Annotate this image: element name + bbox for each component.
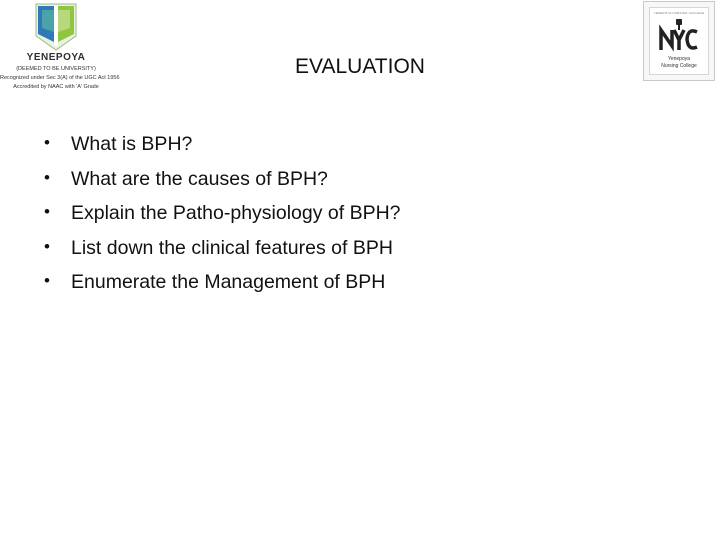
yenepoya-emblem-icon	[32, 2, 80, 52]
nursing-college-subtitle-2: Nursing College	[661, 63, 697, 69]
bullet-icon: •	[44, 236, 50, 256]
question-text: List down the clinical features of BPH	[71, 236, 393, 259]
nursing-college-logo	[643, 1, 715, 81]
bullet-icon: •	[44, 133, 50, 152]
nursing-college-subtitle-1: Yenepoya	[667, 56, 691, 62]
question-text: Enumerate the Management of BPH	[71, 271, 386, 293]
nyc-monogram-icon	[658, 18, 700, 52]
slide-title: EVALUATION	[295, 55, 425, 78]
question-text: What is BPH?	[71, 133, 193, 155]
yenepoya-university-logo	[0, 0, 120, 100]
university-name: YENEPOYA	[26, 52, 86, 63]
question-text: What are the causes of BPH?	[71, 167, 328, 190]
nursing-college-logo-frame	[649, 7, 709, 75]
university-status: (DEEMED TO BE UNIVERSITY)	[16, 66, 96, 72]
university-recognition: Recognized under Sec 3(A) of the UGC Act 1956	[0, 75, 120, 81]
bullet-icon: •	[44, 202, 50, 221]
bullet-icon: •	[44, 271, 50, 290]
university-accreditation: Accredited by NAAC with 'A' Grade	[13, 84, 99, 90]
nursing-college-arc-text: YENEPOYA NURSING COLLEGE	[653, 11, 705, 15]
question-text: Explain the Patho-physiology of BPH?	[71, 202, 401, 224]
bullet-icon: •	[44, 167, 50, 187]
